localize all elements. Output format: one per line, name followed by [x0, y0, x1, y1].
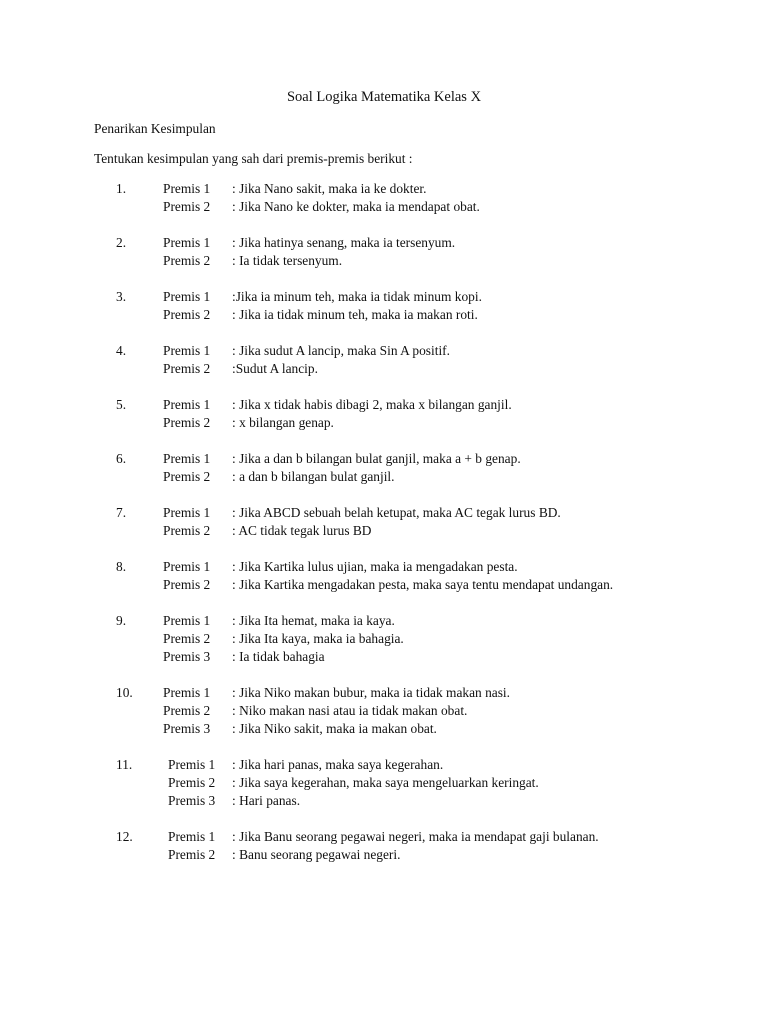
premise-row: [0, 414, 768, 432]
premise-label: Premis 2: [163, 199, 211, 214]
premise-label: Premis 1: [163, 397, 211, 412]
premise-label: Premis 1: [163, 559, 211, 574]
question-number: 1.: [116, 181, 127, 196]
premise-label: Premis 1: [163, 505, 211, 520]
question-item: [0, 612, 768, 666]
question-number: 3.: [116, 289, 127, 304]
premise-row: [0, 360, 768, 378]
question-number: 7.: [116, 505, 127, 520]
premise-label: Premis 1: [163, 451, 211, 466]
premise-label: Premis 2: [168, 847, 216, 862]
premise-text: : Banu seorang pegawai negeri.: [232, 847, 401, 862]
premise-text: : Jika Kartika mengadakan pesta, maka saya tentu mendapat undangan.: [232, 577, 614, 592]
premise-text: : Niko makan nasi atau ia tidak makan obat.: [232, 703, 468, 718]
premise-label: Premis 2: [163, 703, 211, 718]
premise-text: : a dan b bilangan bulat ganjil.: [232, 469, 395, 484]
premise-text: : Jika a dan b bilangan bulat ganjil, maka a + b genap.: [232, 451, 521, 466]
premise-text: : Jika Niko sakit, maka ia makan obat.: [232, 721, 437, 736]
question-item: [0, 756, 768, 810]
premise-label: Premis 3: [168, 793, 216, 808]
premise-row: [0, 522, 768, 540]
premise-row: [0, 450, 768, 468]
premise-text: : Jika Ita hemat, maka ia kaya.: [232, 613, 395, 628]
premise-text: : Jika Nano sakit, maka ia ke dokter.: [232, 181, 427, 196]
question-item: [0, 234, 768, 270]
premise-text: : Jika hari panas, maka saya kegerahan.: [232, 757, 444, 772]
premise-row: [0, 612, 768, 630]
premise-text: : AC tidak tegak lurus BD: [232, 523, 372, 538]
premise-label: Premis 2: [163, 361, 211, 376]
premise-text: : Jika Niko makan bubur, maka ia tidak makan nasi.: [232, 685, 510, 700]
premise-text: : Jika ia tidak minum teh, maka ia makan roti.: [232, 307, 478, 322]
premise-row: [0, 774, 768, 792]
question-number: 10.: [116, 685, 133, 700]
question-item: [0, 828, 768, 864]
premise-text: :Sudut A lancip.: [232, 361, 318, 376]
premise-label: Premis 1: [163, 613, 211, 628]
premise-row: [0, 684, 768, 702]
premise-text: : Jika hatinya senang, maka ia tersenyum.: [232, 235, 456, 250]
premise-row: [0, 234, 768, 252]
premise-label: Premis 2: [163, 631, 211, 646]
question-item: [0, 288, 768, 324]
premise-row: [0, 198, 768, 216]
premise-label: Premis 1: [163, 235, 211, 250]
premise-label: Premis 1: [163, 685, 211, 700]
instruction-text: Tentukan kesimpulan yang sah dari premis-premis berikut :: [94, 151, 413, 166]
question-number: 9.: [116, 613, 127, 628]
premise-row: [0, 396, 768, 414]
premise-row: [0, 288, 768, 306]
premise-row: [0, 468, 768, 486]
question-item: [0, 558, 768, 594]
premise-row: [0, 720, 768, 738]
question-number: 6.: [116, 451, 127, 466]
premise-label: Premis 1: [163, 289, 211, 304]
premise-text: : Jika x tidak habis dibagi 2, maka x bilangan ganjil.: [232, 397, 512, 412]
premise-label: Premis 2: [163, 253, 211, 268]
question-item: [0, 396, 768, 432]
premise-text: : Jika Banu seorang pegawai negeri, maka ia mendapat gaji bulanan.: [232, 829, 599, 844]
premise-label: Premis 2: [163, 577, 211, 592]
premise-label: Premis 2: [163, 469, 211, 484]
premise-row: [0, 756, 768, 774]
premise-text: : Jika saya kegerahan, maka saya mengeluarkan keringat.: [232, 775, 539, 790]
premise-text: : Jika sudut A lancip, maka Sin A positif.: [232, 343, 450, 358]
premise-row: [0, 180, 768, 198]
question-item: [0, 342, 768, 378]
premise-text: : Jika Nano ke dokter, maka ia mendapat obat.: [232, 199, 480, 214]
premise-label: Premis 2: [168, 775, 216, 790]
premise-text: : Jika Kartika lulus ujian, maka ia mengadakan pesta.: [232, 559, 518, 574]
question-number: 5.: [116, 397, 127, 412]
premise-row: [0, 630, 768, 648]
premise-label: Premis 2: [163, 307, 211, 322]
premise-label: Premis 3: [163, 649, 211, 664]
premise-row: [0, 576, 768, 594]
premise-text: : x bilangan genap.: [232, 415, 334, 430]
premise-label: Premis 2: [163, 415, 211, 430]
question-item: [0, 684, 768, 738]
section-subtitle: Penarikan Kesimpulan: [94, 121, 216, 136]
premise-row: [0, 342, 768, 360]
premise-text: : Hari panas.: [232, 793, 301, 808]
premise-row: [0, 846, 768, 864]
question-number: 2.: [116, 235, 127, 250]
premise-row: [0, 792, 768, 810]
premise-row: [0, 504, 768, 522]
question-item: [0, 180, 768, 216]
question-item: [0, 450, 768, 486]
premise-label: Premis 1: [163, 181, 211, 196]
premise-row: [0, 828, 768, 846]
question-list: [0, 180, 768, 882]
premise-label: Premis 1: [168, 757, 216, 772]
question-number: 8.: [116, 559, 127, 574]
question-number: 4.: [116, 343, 127, 358]
premise-text: : Jika Ita kaya, maka ia bahagia.: [232, 631, 404, 646]
premise-row: [0, 558, 768, 576]
premise-label: Premis 3: [163, 721, 211, 736]
premise-row: [0, 306, 768, 324]
question-number: 11.: [116, 757, 133, 772]
premise-text: :Jika ia minum teh, maka ia tidak minum kopi.: [232, 289, 482, 304]
premise-label: Premis 1: [168, 829, 216, 844]
question-number: 12.: [116, 829, 133, 844]
premise-text: : Ia tidak bahagia: [232, 649, 325, 664]
document-title: Soal Logika Matematika Kelas X: [286, 89, 482, 105]
premise-text: : Ia tidak tersenyum.: [232, 253, 343, 268]
premise-label: Premis 2: [163, 523, 211, 538]
premise-label: Premis 1: [163, 343, 211, 358]
premise-row: [0, 648, 768, 666]
premise-text: : Jika ABCD sebuah belah ketupat, maka AC tegak lurus BD.: [232, 505, 561, 520]
premise-row: [0, 252, 768, 270]
premise-row: [0, 702, 768, 720]
question-item: [0, 504, 768, 540]
